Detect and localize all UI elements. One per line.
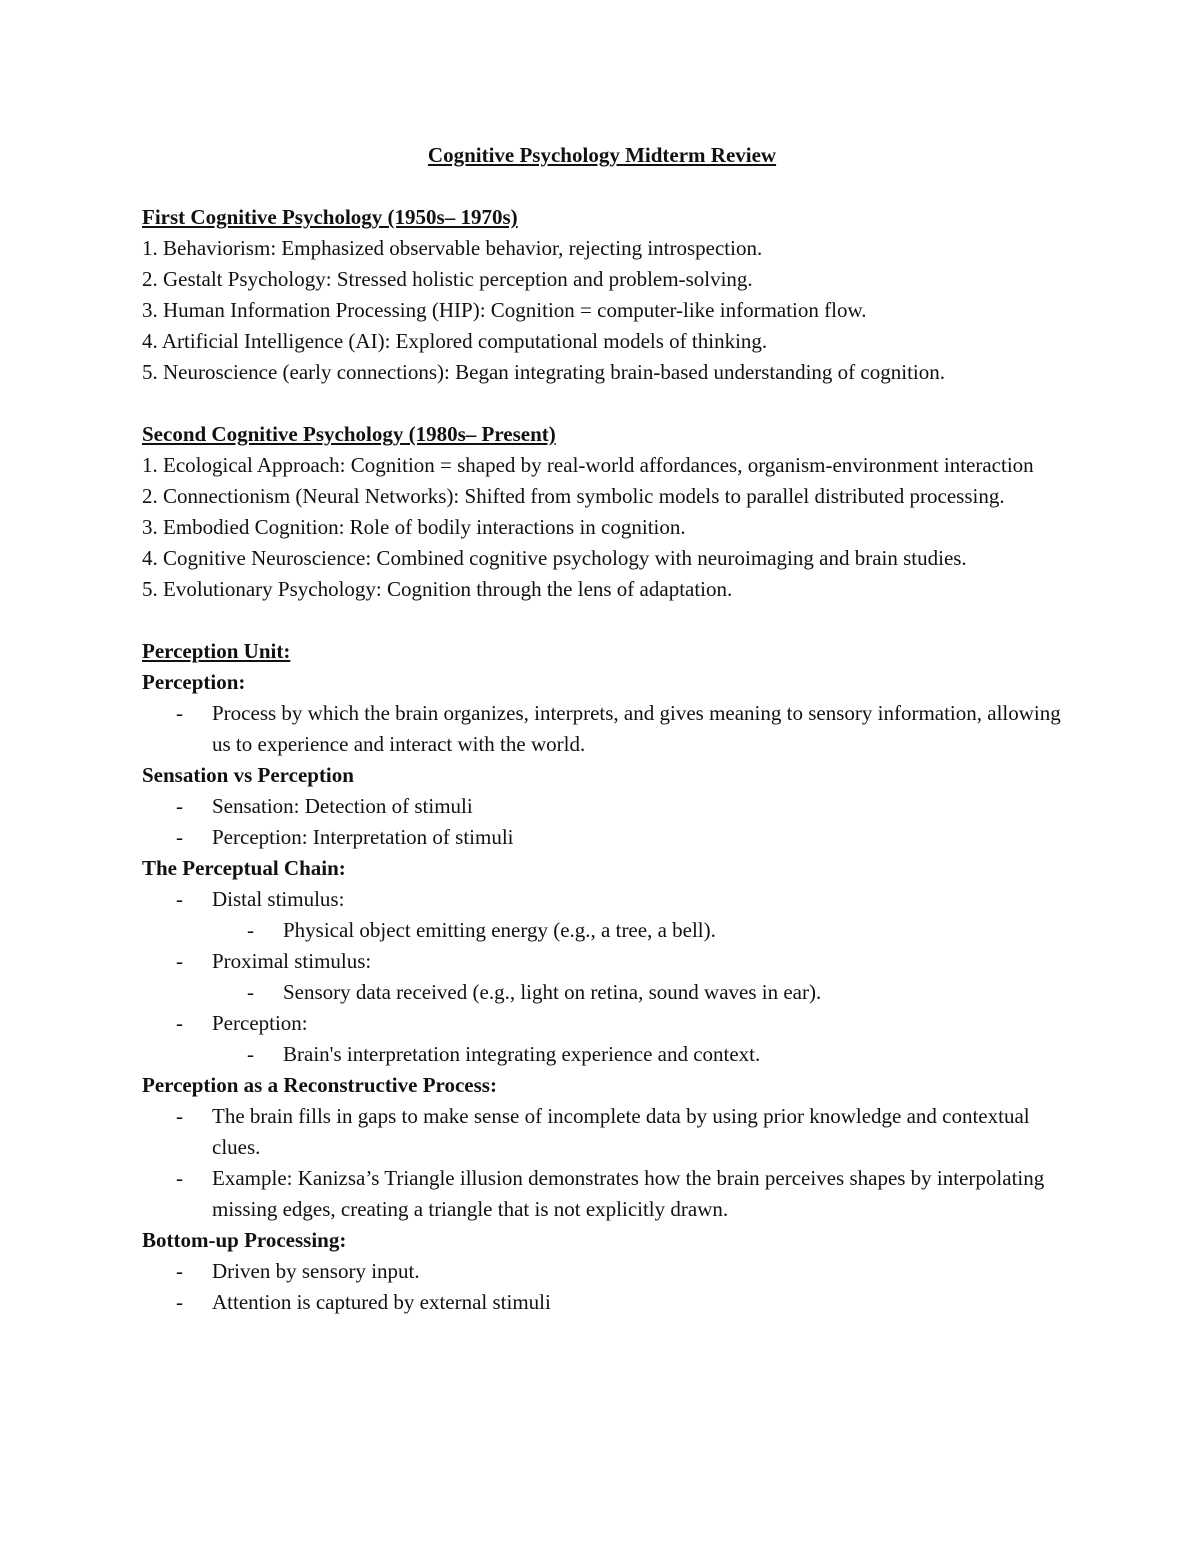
bullet-dash: - bbox=[176, 794, 183, 818]
bullet-dash: - bbox=[176, 949, 183, 973]
subheading-sensation-vs-perception: Sensation vs Perception bbox=[142, 763, 354, 787]
bullet-text: Attention is captured by external stimuli bbox=[212, 1290, 551, 1314]
list-item: 3. Human Information Processing (HIP): Cognition = computer-like information flow. bbox=[142, 298, 867, 322]
bullet-text: Distal stimulus: bbox=[212, 887, 345, 911]
section-heading-first-cognitive: First Cognitive Psychology (1950s– 1970s) bbox=[142, 205, 518, 229]
sub-bullet-item bbox=[142, 1039, 1062, 1070]
bullet-item bbox=[142, 822, 1062, 853]
bullet-dash: - bbox=[247, 918, 254, 942]
bullet-dash: - bbox=[176, 1290, 183, 1314]
spacer bbox=[142, 388, 1062, 419]
bullet-text: Physical object emitting energy (e.g., a tree, a bell). bbox=[283, 918, 716, 942]
bullet-item bbox=[142, 884, 1062, 915]
list-item: 4. Artificial Intelligence (AI): Explored computational models of thinking. bbox=[142, 329, 768, 353]
bullet-text: Proximal stimulus: bbox=[212, 949, 372, 973]
bullet-dash: - bbox=[247, 980, 254, 1004]
bullet-dash: - bbox=[176, 1166, 183, 1190]
section-heading-second-cognitive: Second Cognitive Psychology (1980s– Present) bbox=[142, 422, 556, 446]
bullet-text: Sensory data received (e.g., light on retina, sound waves in ear). bbox=[283, 980, 822, 1004]
bullet-dash: - bbox=[176, 1011, 183, 1035]
list-item: 5. Evolutionary Psychology: Cognition through the lens of adaptation. bbox=[142, 577, 733, 601]
list-item: 1. Ecological Approach: Cognition = shaped by real-world affordances, organism-environment interaction bbox=[142, 453, 1034, 477]
bullet-dash: - bbox=[247, 1042, 254, 1066]
bullet-item bbox=[142, 946, 1062, 977]
subheading-perception: Perception: bbox=[142, 670, 246, 694]
bullet-item bbox=[142, 698, 1062, 760]
bullet-text: Example: Kanizsa’s Triangle illusion demonstrates how the brain perceives shapes by interpolating missing edges, creating a triangle that is not explicitly drawn. bbox=[212, 1166, 1045, 1221]
list-item: 5. Neuroscience (early connections): Began integrating brain-based understanding of cognition. bbox=[142, 360, 945, 384]
bullet-item bbox=[142, 1163, 1062, 1225]
bullet-dash: - bbox=[176, 825, 183, 849]
bullet-text: Sensation: Detection of stimuli bbox=[212, 794, 473, 818]
bullet-dash: - bbox=[176, 1259, 183, 1283]
bullet-item bbox=[142, 1256, 1062, 1287]
sub-bullet-item bbox=[142, 977, 1062, 1008]
list-item: 1. Behaviorism: Emphasized observable behavior, rejecting introspection. bbox=[142, 236, 763, 260]
bullet-item bbox=[142, 1008, 1062, 1039]
subheading-reconstructive-process: Perception as a Reconstructive Process: bbox=[142, 1073, 497, 1097]
bullet-text: The brain fills in gaps to make sense of incomplete data by using prior knowledge and contextual clues. bbox=[212, 1104, 1030, 1159]
bullet-text: Process by which the brain organizes, interprets, and gives meaning to sensory information, allowing us to experience and interact with the world. bbox=[212, 701, 1061, 756]
bullet-item bbox=[142, 1287, 1062, 1318]
sub-bullet-item bbox=[142, 915, 1062, 946]
subheading-perceptual-chain: The Perceptual Chain: bbox=[142, 856, 346, 880]
list-item: 4. Cognitive Neuroscience: Combined cognitive psychology with neuroimaging and brain studies. bbox=[142, 546, 967, 570]
bullet-item bbox=[142, 791, 1062, 822]
list-item: 3. Embodied Cognition: Role of bodily interactions in cognition. bbox=[142, 515, 686, 539]
bullet-dash: - bbox=[176, 887, 183, 911]
bullet-item bbox=[142, 1101, 1062, 1163]
bullet-dash: - bbox=[176, 701, 183, 725]
list-item: 2. Connectionism (Neural Networks): Shifted from symbolic models to parallel distributed processing. bbox=[142, 484, 1005, 508]
bullet-text: Brain's interpretation integrating experience and context. bbox=[283, 1042, 761, 1066]
spacer bbox=[142, 605, 1062, 636]
document-page bbox=[142, 140, 1062, 1318]
spacer bbox=[142, 171, 1062, 202]
section-heading-perception-unit: Perception Unit: bbox=[142, 639, 291, 663]
subheading-bottom-up-processing: Bottom-up Processing: bbox=[142, 1228, 347, 1252]
bullet-text: Driven by sensory input. bbox=[212, 1259, 420, 1283]
bullet-text: Perception: bbox=[212, 1011, 308, 1035]
bullet-dash: - bbox=[176, 1104, 183, 1128]
list-item: 2. Gestalt Psychology: Stressed holistic perception and problem-solving. bbox=[142, 267, 753, 291]
bullet-text: Perception: Interpretation of stimuli bbox=[212, 825, 514, 849]
document-title: Cognitive Psychology Midterm Review bbox=[427, 143, 777, 167]
